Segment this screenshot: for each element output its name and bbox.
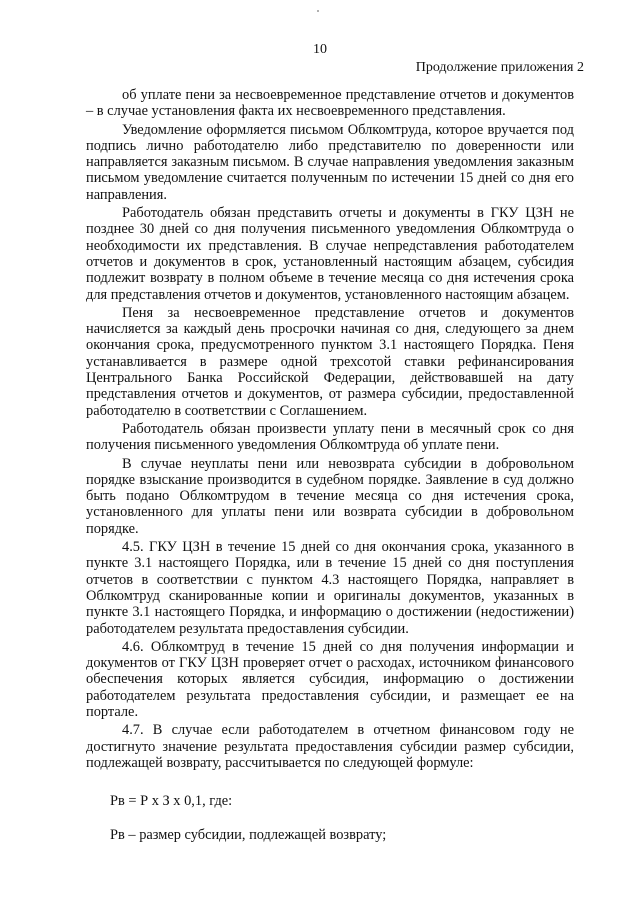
paragraph-reporting-deadline: Работодатель обязан представить отчеты и документы в ГКУ ЦЗН не позднее 30 дней со дня получения письменного уведомления Облкомтруда о необходимости их представления. В случае непредставления работодателем отчетов и документов в срок, установленный настоящим абзацем, субсидия подлежит возврату в полном объеме в течение месяца со дня истечения срока для представления отчетов и документов, установленного настоящим абзацем.: [86, 205, 574, 303]
paragraph-court-recovery: В случае неуплаты пени или невозврата субсидии в добровольном порядке взыскание производится в судебном порядке. Заявление в суд должно быть подано Облкомтрудом в течение месяца со дня истечения срока, установленного для уплаты пени или возврата субсидии в добровольном порядке.: [86, 455, 574, 537]
document-body: [86, 87, 574, 844]
paragraph-notice-delivery: Уведомление оформляется письмом Облкомтруда, которое вручается под подпись лично работодателю либо представителю по доверенности или направляется заказным письмом. В случае направления уведомления заказным письмом уведомление считается полученным по истечении 15 дней со дня его направления.: [86, 121, 574, 203]
paragraph-penalty-payment: Работодатель обязан произвести уплату пени в месячный срок со дня получения письменного уведомления Облкомтруда об уплате пени.: [86, 420, 574, 454]
paragraph-clause-4-6: 4.6. Облкомтруд в течение 15 дней со дня получения информации и документов от ГКУ ЦЗН проверяет отчет о расходах, источником финансового обеспечения которых является субсидия, информацию о достижении работодателем результата предоставления субсидии, и размещает ее на портале.: [86, 638, 574, 720]
page-number: 10: [313, 42, 327, 57]
scan-speck: [317, 10, 319, 12]
formula-definition-rv: Рв – размер субсидии, подлежащей возврату;: [110, 827, 387, 844]
paragraph-penalty-accrual: Пеня за несвоевременное представление отчетов и документов начисляется за каждый день просрочки начиная со дня, следующего за днем окончания срока, предусмотренного пунктом 3.1 настоящего Порядка. Пеня устанавливается в размере одной трехсотой ставки рефинансирования Центрального Банка Российской Федерации, действовавшей на дату представления отчетов и документов, от размера субсидии, предоставленной работодателю в соответствии с Соглашением.: [86, 304, 574, 419]
paragraph-clause-4-7: 4.7. В случае если работодателем в отчетном финансовом году не достигнуто значение результата предоставления субсидии размер субсидии, подлежащей возврату, рассчитывается по следующей формуле:: [86, 722, 574, 771]
paragraph-clause-4-5: 4.5. ГКУ ЦЗН в течение 15 дней со дня окончания срока, указанного в пункте 3.1 настоящего Порядка, или в течение 15 дней со дня поступления отчетов в соответствии с пунктом 4.3 настоящего Порядка, направляет в Облкомтруд сканированные копии и оригиналы документов, указанных в пункте 3.1 настоящего Порядка, и информацию о достижении (недостижении) работодателем результата предоставления субсидии.: [86, 539, 574, 637]
refund-formula: Рв = Р х З х 0,1, где:: [110, 793, 233, 810]
paragraph-penalty-notice-end: об уплате пени за несвоевременное представление отчетов и документов – в случае установления факта их несвоевременного представления.: [86, 87, 574, 120]
appendix-continuation-label: Продолжение приложения 2: [415, 60, 584, 75]
